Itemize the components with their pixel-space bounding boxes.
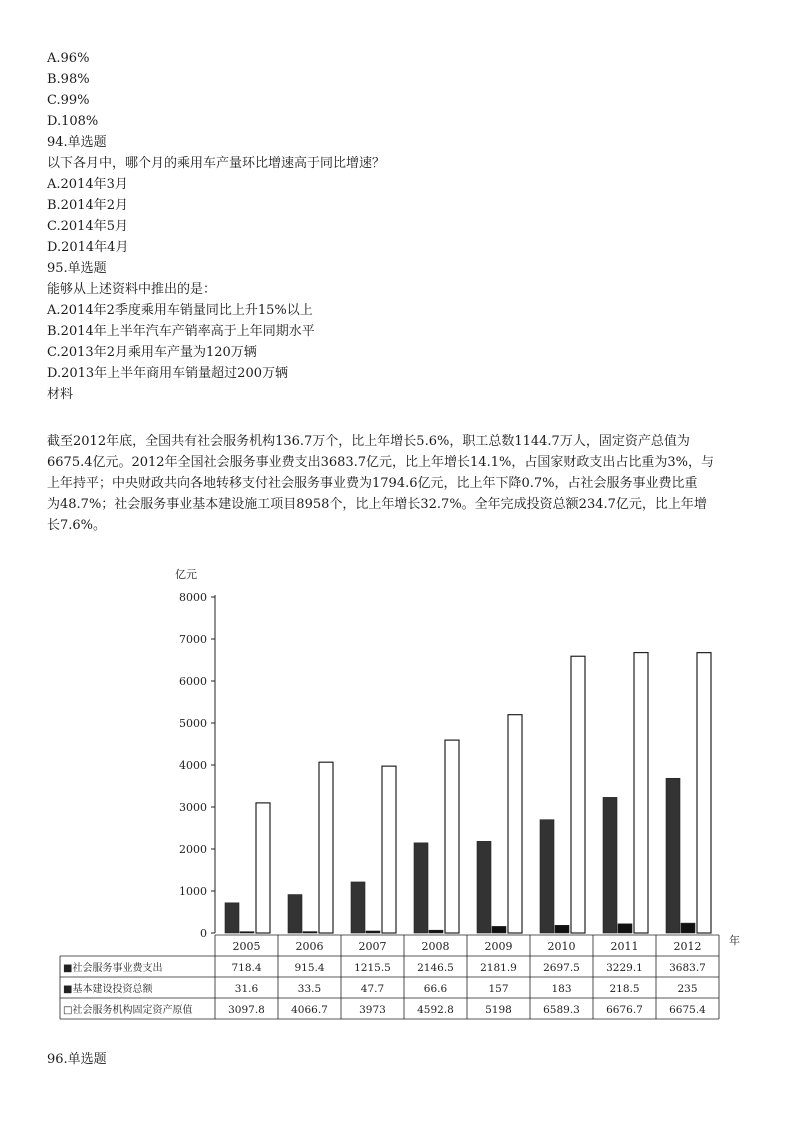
data-label-0-2005: 718.4 — [231, 962, 262, 974]
data-label-2-2011: 6676.7 — [606, 1004, 643, 1016]
data-label-1-2008: 66.6 — [423, 983, 448, 995]
bar-2-2010 — [571, 656, 585, 933]
bar-0-2006 — [288, 895, 302, 933]
bar-1-2009 — [492, 926, 506, 933]
bar-2-2007 — [382, 766, 396, 933]
material-label: 材料 — [47, 387, 74, 402]
x-tick-label-2005: 2005 — [232, 940, 261, 953]
data-label-2-2012: 6675.4 — [669, 1004, 706, 1016]
bar-2-2012 — [697, 653, 711, 933]
data-label-2-2008: 4592.8 — [417, 1004, 454, 1016]
legend-entry-1: ■基本建设投资总额 — [63, 984, 153, 995]
question-95-option-d: D.2013年上半年商用车销量超过200万辆 — [47, 366, 288, 381]
bar-1-2005 — [240, 932, 254, 933]
option-prev-b: B.98% — [47, 72, 90, 87]
bars — [225, 653, 711, 933]
data-label-1-2010: 183 — [551, 983, 572, 995]
x-tick-label-2007: 2007 — [358, 940, 387, 953]
data-label-0-2009: 2181.9 — [480, 962, 517, 974]
option-prev-a: A.96% — [47, 51, 90, 66]
bar-2-2008 — [445, 740, 459, 933]
data-label-0-2008: 2146.5 — [417, 962, 454, 974]
bar-2-2011 — [634, 653, 648, 933]
y-tick-label: 8000 — [179, 591, 207, 604]
data-label-2-2010: 6589.3 — [543, 1004, 580, 1016]
option-prev-c: C.99% — [47, 93, 90, 108]
option-prev-d: D.108% — [47, 114, 99, 129]
material-line-5: 长7.6%。 — [47, 518, 107, 533]
data-table — [60, 935, 719, 1019]
y-tick-label: 2000 — [179, 843, 207, 856]
bar-0-2009 — [477, 841, 491, 933]
question-94-option-d: D.2014年4月 — [47, 240, 129, 255]
bar-1-2006 — [303, 932, 317, 933]
material-line-2: 6675.4亿元。2012年全国社会服务事业费支出3683.7亿元，比上年增长14.1%，占国家财政支出占比重为3%，与 — [47, 455, 714, 470]
question-94-stem: 以下各月中，哪个月的乘用车产量环比增速高于同比增速？ — [47, 156, 386, 171]
data-label-1-2011: 218.5 — [609, 983, 640, 995]
y-tick-label: 4000 — [179, 759, 207, 772]
data-label-0-2011: 3229.1 — [606, 962, 643, 974]
question-95-option-a: A.2014年2季度乘用车销量同比上升15%以上 — [47, 303, 313, 318]
bar-0-2005 — [225, 903, 239, 933]
question-95-header: 95.单选题 — [47, 261, 107, 276]
data-label-0-2012: 3683.7 — [669, 962, 706, 974]
legend-entry-2: □社会服务机构固定资产原值 — [63, 1005, 193, 1016]
data-label-1-2007: 47.7 — [360, 983, 385, 995]
y-tick-label: 3000 — [179, 801, 207, 814]
material-line-3: 上年持平；中央财政共向各地转移支付社会服务事业费为1794.6亿元，比上年下降0.7%，占社会服务事业费比重 — [47, 476, 698, 491]
y-axis-unit: 亿元 — [175, 568, 197, 581]
y-tick-label: 5000 — [179, 717, 207, 730]
y-tick-label: 7000 — [179, 633, 207, 646]
y-tick-label: 0 — [200, 927, 207, 940]
data-label-2-2006: 4066.7 — [291, 1004, 328, 1016]
data-label-0-2006: 915.4 — [294, 962, 325, 974]
data-label-1-2012: 235 — [677, 983, 698, 995]
x-tick-label-2010: 2010 — [547, 940, 576, 953]
x-tick-label-2008: 2008 — [421, 940, 450, 953]
question-96-header: 96.单选题 — [47, 1052, 107, 1067]
data-label-1-2006: 33.5 — [297, 983, 322, 995]
x-tick-label-2011: 2011 — [610, 940, 639, 953]
y-tick-label: 6000 — [179, 675, 207, 688]
x-axis-unit: 年 — [729, 934, 740, 947]
x-tick-label-2012: 2012 — [673, 940, 702, 953]
question-94-option-a: A.2014年3月 — [47, 177, 128, 192]
bar-2-2006 — [319, 762, 333, 933]
question-94-header: 94.单选题 — [47, 135, 107, 150]
bar-0-2008 — [414, 843, 428, 933]
x-tick-label-2009: 2009 — [484, 940, 513, 953]
bar-2-2005 — [256, 803, 270, 933]
bar-0-2007 — [351, 882, 365, 933]
bar-0-2011 — [603, 797, 617, 933]
bar-1-2007 — [366, 931, 380, 933]
question-94-option-b: B.2014年2月 — [47, 198, 129, 213]
bar-2-2009 — [508, 715, 522, 933]
question-95-option-c: C.2013年2月乘用车产量为120万辆 — [47, 345, 257, 360]
y-axis — [179, 591, 215, 940]
bar-1-2008 — [429, 930, 443, 933]
bar-1-2012 — [681, 923, 695, 933]
data-label-0-2010: 2697.5 — [543, 962, 580, 974]
material-line-1: 截至2012年底，全国共有社会服务机构136.7万个，比上年增长5.6%，职工总数1144.7万人，固定资产总值为 — [47, 434, 690, 449]
bar-1-2011 — [618, 924, 632, 933]
bar-0-2010 — [540, 820, 554, 933]
y-tick-label: 1000 — [179, 885, 207, 898]
question-95-stem: 能够从上述资料中推出的是： — [47, 282, 217, 297]
data-label-1-2009: 157 — [488, 983, 509, 995]
question-95-option-b: B.2014年上半年汽车产销率高于上年同期水平 — [47, 324, 315, 339]
x-tick-label-2006: 2006 — [295, 940, 324, 953]
data-label-0-2007: 1215.5 — [354, 962, 391, 974]
material-line-4: 为48.7%；社会服务事业基本建设施工项目8958个，比上年增长32.7%。全年完成投资总额234.7亿元，比上年增 — [47, 497, 707, 512]
data-label-1-2005: 31.6 — [234, 983, 259, 995]
legend-entry-0: ■社会服务事业费支出 — [63, 963, 163, 974]
question-94-option-c: C.2014年5月 — [47, 219, 128, 234]
bar-0-2012 — [666, 778, 680, 933]
data-label-2-2005: 3097.8 — [228, 1004, 265, 1016]
data-label-2-2009: 5198 — [485, 1004, 512, 1016]
bar-1-2010 — [555, 925, 569, 933]
data-label-2-2007: 3973 — [359, 1004, 386, 1016]
